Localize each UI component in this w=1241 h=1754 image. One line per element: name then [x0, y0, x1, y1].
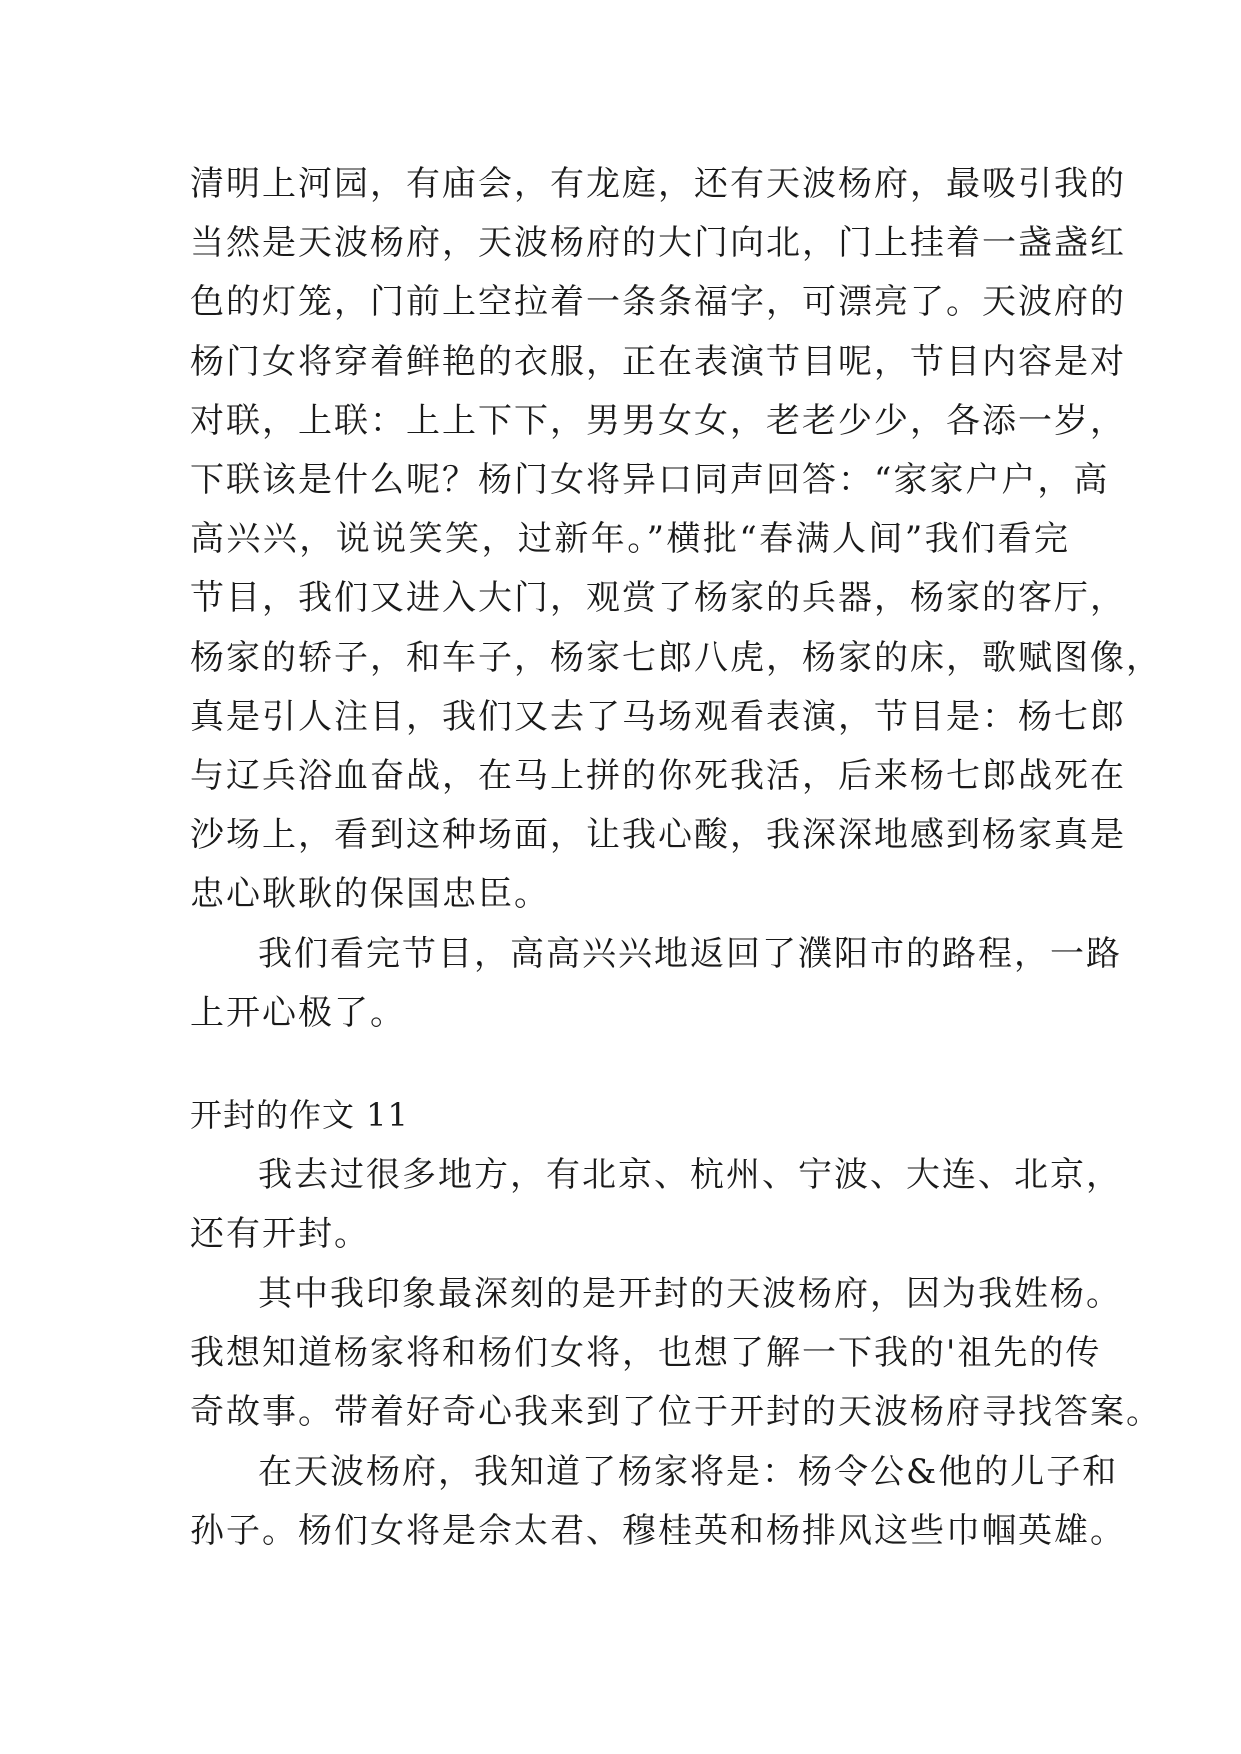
essay-title: 开封的作文 11 [190, 1096, 409, 1134]
paragraph1-line-6: 下联该是什么呢？杨门女将异口同声回答：“家家户户，高 [190, 460, 1110, 500]
paragraph1-line-12: 沙场上，看到这种场面，让我心酸，我深深地感到杨家真是 [190, 815, 1126, 855]
paragraph2-line-1: 我们看完节目，高高兴兴地返回了濮阳市的路程，一路 [258, 934, 1122, 974]
paragraph1-line-2: 当然是天波杨府，天波杨府的大门向北，门上挂着一盏盏红 [190, 223, 1126, 263]
paragraph1-line-5: 对联，上联：上上下下，男男女女，老老少少，各添一岁， [190, 401, 1126, 441]
paragraph1-line-9: 杨家的轿子，和车子，杨家七郎八虎，杨家的床，歌赋图像， [190, 638, 1162, 678]
paragraph1-line-10: 真是引人注目，我们又去了马场观看表演，节目是：杨七郎 [190, 697, 1126, 737]
paragraph1-line-7: 高兴兴，说说笑笑，过新年。”横批“春满人间”我们看完 [190, 519, 1070, 559]
paragraph3-line-1: 我去过很多地方，有北京、杭州、宁波、大连、北京， [258, 1155, 1122, 1195]
paragraph1-line-1: 清明上河园，有庙会，有龙庭，还有天波杨府，最吸引我的 [190, 164, 1126, 204]
paragraph1-line-13: 忠心耿耿的保国忠臣。 [190, 874, 550, 914]
paragraph5-line-1: 在天波杨府，我知道了杨家将是：杨令公&他的儿子和 [258, 1452, 1119, 1492]
paragraph4-line-3: 奇故事。带着好奇心我来到了位于开封的天波杨府寻找答案。 [190, 1392, 1162, 1432]
paragraph1-line-3: 色的灯笼，门前上空拉着一条条福字，可漂亮了。天波府的 [190, 282, 1126, 322]
paragraph2-line-2: 上开心极了。 [190, 993, 406, 1033]
paragraph1-line-4: 杨门女将穿着鲜艳的衣服，正在表演节目呢，节目内容是对 [190, 342, 1126, 382]
paragraph1-line-11: 与辽兵浴血奋战，在马上拼的你死我活，后来杨七郎战死在 [190, 756, 1126, 796]
paragraph5-line-2: 孙子。杨们女将是佘太君、穆桂英和杨排风这些巾帼英雄。 [190, 1511, 1126, 1551]
paragraph1-line-8: 节目，我们又进入大门，观赏了杨家的兵器，杨家的客厅， [190, 578, 1126, 618]
paragraph4-line-1: 其中我印象最深刻的是开封的天波杨府，因为我姓杨。 [258, 1274, 1122, 1314]
paragraph4-line-2: 我想知道杨家将和杨们女将，也想了解一下我的'祖先的传 [190, 1333, 1102, 1373]
paragraph3-line-2: 还有开封。 [190, 1214, 370, 1254]
